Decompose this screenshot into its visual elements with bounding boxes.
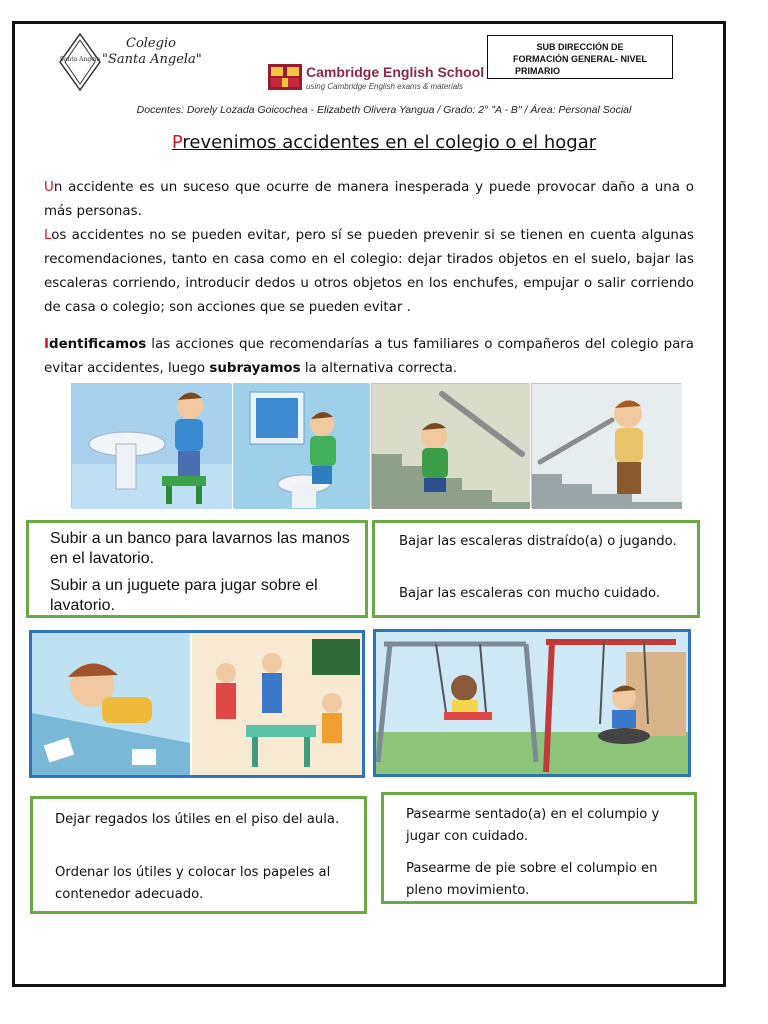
cambridge-crest-icon <box>268 64 302 90</box>
options-box-3 <box>30 796 367 914</box>
options-box-4 <box>381 792 697 904</box>
option-3b[interactable]: Ordenar los útiles y colocar los papeles al contenedor adecuado. <box>55 865 331 902</box>
option-2b[interactable]: Bajar las escaleras con mucho cuidado. <box>399 586 661 601</box>
teachers-line: Docentes: Dorely Lozada Goicochea - Elizabeth Olivera Yangua / Grado: 2° "A - B" / Área: Personal Social <box>136 104 632 116</box>
options-box-1 <box>26 520 368 618</box>
instruction-bold1: dentificamos <box>48 337 147 352</box>
cambridge-title: Cambridge English School <box>306 64 485 80</box>
subdirection-box <box>487 35 673 79</box>
option-1a[interactable]: Subir a un banco para lavarnos las manos en el lavatorio. <box>50 530 350 567</box>
illustration-stairs-careful <box>531 383 681 508</box>
illustration-sliding-rail <box>371 383 529 508</box>
picture-swings <box>373 629 691 777</box>
seal-text: Santa Angela <box>59 56 101 63</box>
instruction-paragraph <box>44 333 694 381</box>
title-rest: revenimos accidentes en el colegio o el hogar <box>182 132 597 153</box>
intro-paragraph-1 <box>44 176 694 224</box>
p1-text: n accidente es un suceso que ocurre de manera inesperada y puede provocar daño a una o más personas. <box>44 180 694 219</box>
option-1b[interactable]: Subir a un juguete para jugar sobre el lavatorio. <box>50 577 318 614</box>
instruction-bold2: subrayamos <box>209 361 301 376</box>
cambridge-logo <box>268 62 485 94</box>
subdirection-line3: PRIMARIO <box>515 66 560 76</box>
school-name-line1: Colegio <box>126 36 176 51</box>
picture-classroom <box>29 630 365 778</box>
p1-initial: U <box>44 180 54 195</box>
school-seal-icon <box>58 32 102 92</box>
school-name-line2: "Santa Angela" <box>102 52 202 67</box>
option-4b[interactable]: Pasearme de pie sobre el columpio en pleno movimiento. <box>406 861 658 898</box>
subdirection-line2: FORMACIÓN GENERAL- NIVEL <box>513 54 647 64</box>
option-2a[interactable]: Bajar las escaleras distraído(a) o jugando. <box>399 534 677 549</box>
cambridge-subtitle: using Cambridge English exams & materials <box>306 82 463 91</box>
options-box-2 <box>372 520 700 618</box>
illustration-handwash <box>71 383 231 508</box>
school-logo <box>58 32 218 92</box>
illustration-climbing-toilet <box>233 383 369 508</box>
subdirection-line1: SUB DIRECCIÓN DE <box>536 42 624 52</box>
title-initial: P <box>171 132 183 153</box>
option-4a[interactable]: Pasearme sentado(a) en el columpio y jugar con cuidado. <box>406 807 660 844</box>
instruction-mid: las acciones que recomendarías a tus familiares o compañeros del colegio para evitar accidentes, luego <box>44 337 694 376</box>
instruction-end: la alternativa correcta. <box>300 361 458 376</box>
instruction-initial: I <box>44 337 49 352</box>
intro-paragraph-2 <box>44 224 694 320</box>
p2-text: os accidentes no se pueden evitar, pero sí se pueden prevenir si se tienen en cuenta algunas recomendaciones, tanto en casa como en el colegio: dejar tirados objetos en el suelo, bajar las escaleras corriendo, introducir dedos u otros objetos en los enchufes, empujar o salir corriendo de casa o colegio; son acciones que se pueden evitar . <box>44 228 694 315</box>
option-3a[interactable]: Dejar regados los útiles en el piso del aula. <box>55 812 340 827</box>
page-title <box>0 132 768 153</box>
p2-initial: L <box>44 228 52 243</box>
